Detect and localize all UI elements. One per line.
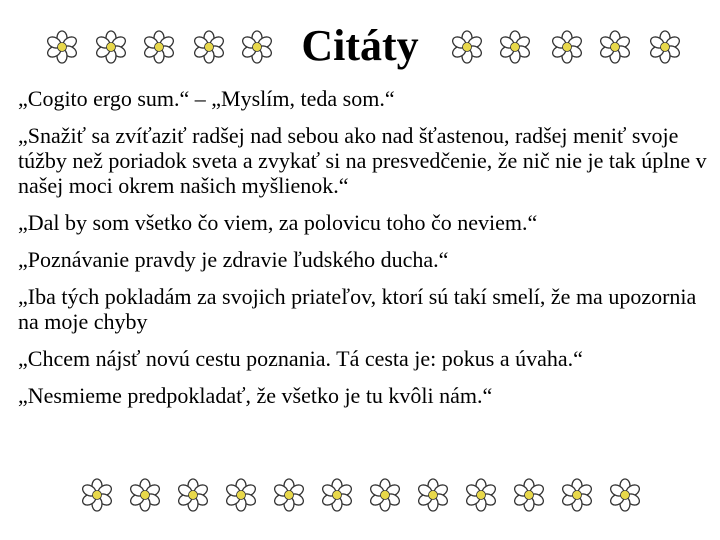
daisy-icon bbox=[368, 478, 402, 512]
daisy-icon bbox=[176, 478, 210, 512]
page-title: Citáty bbox=[301, 21, 419, 70]
daisy-icon bbox=[450, 30, 484, 64]
flower-border-top-right bbox=[440, 30, 710, 64]
quote-list bbox=[18, 86, 708, 420]
daisy-icon bbox=[560, 478, 594, 512]
daisy-icon bbox=[608, 478, 642, 512]
quote-item: „Iba tých pokladám za svojich priateľov, ktorí sú takí smelí, že ma upozornia na moje chyby bbox=[18, 284, 697, 334]
daisy-icon bbox=[464, 478, 498, 512]
daisy-icon bbox=[550, 30, 584, 64]
daisy-icon bbox=[272, 478, 306, 512]
daisy-icon bbox=[648, 30, 682, 64]
daisy-icon bbox=[598, 30, 632, 64]
daisy-icon bbox=[80, 478, 114, 512]
quote-item: „Poznávanie pravdy je zdravie ľudského ducha.“ bbox=[18, 247, 449, 272]
daisy-icon bbox=[128, 478, 162, 512]
daisy-icon bbox=[224, 478, 258, 512]
quote-item: „Snažiť sa zvíťaziť radšej nad sebou ako nad šťastenou, radšej meniť svoje túžby než poriadok sveta a zvykať si na presvedčenie, že nič nie je tak úplne v našej moci okrem našich myšlienok.“ bbox=[18, 123, 707, 198]
flower-border-bottom bbox=[0, 478, 720, 512]
quote-item: „Chcem nájsť novú cestu poznania. Tá cesta je: pokus a úvaha.“ bbox=[18, 346, 583, 371]
quote-item: „Dal by som všetko čo viem, za polovicu toho čo neviem.“ bbox=[18, 210, 538, 235]
daisy-icon bbox=[498, 30, 532, 64]
daisy-icon bbox=[512, 478, 546, 512]
quote-item: „Nesmieme predpokladať, že všetko je tu kvôli nám.“ bbox=[18, 383, 493, 408]
daisy-icon bbox=[320, 478, 354, 512]
daisy-icon bbox=[416, 478, 450, 512]
quote-item: „Cogito ergo sum.“ – „Myslím, teda som.“ bbox=[18, 86, 395, 111]
